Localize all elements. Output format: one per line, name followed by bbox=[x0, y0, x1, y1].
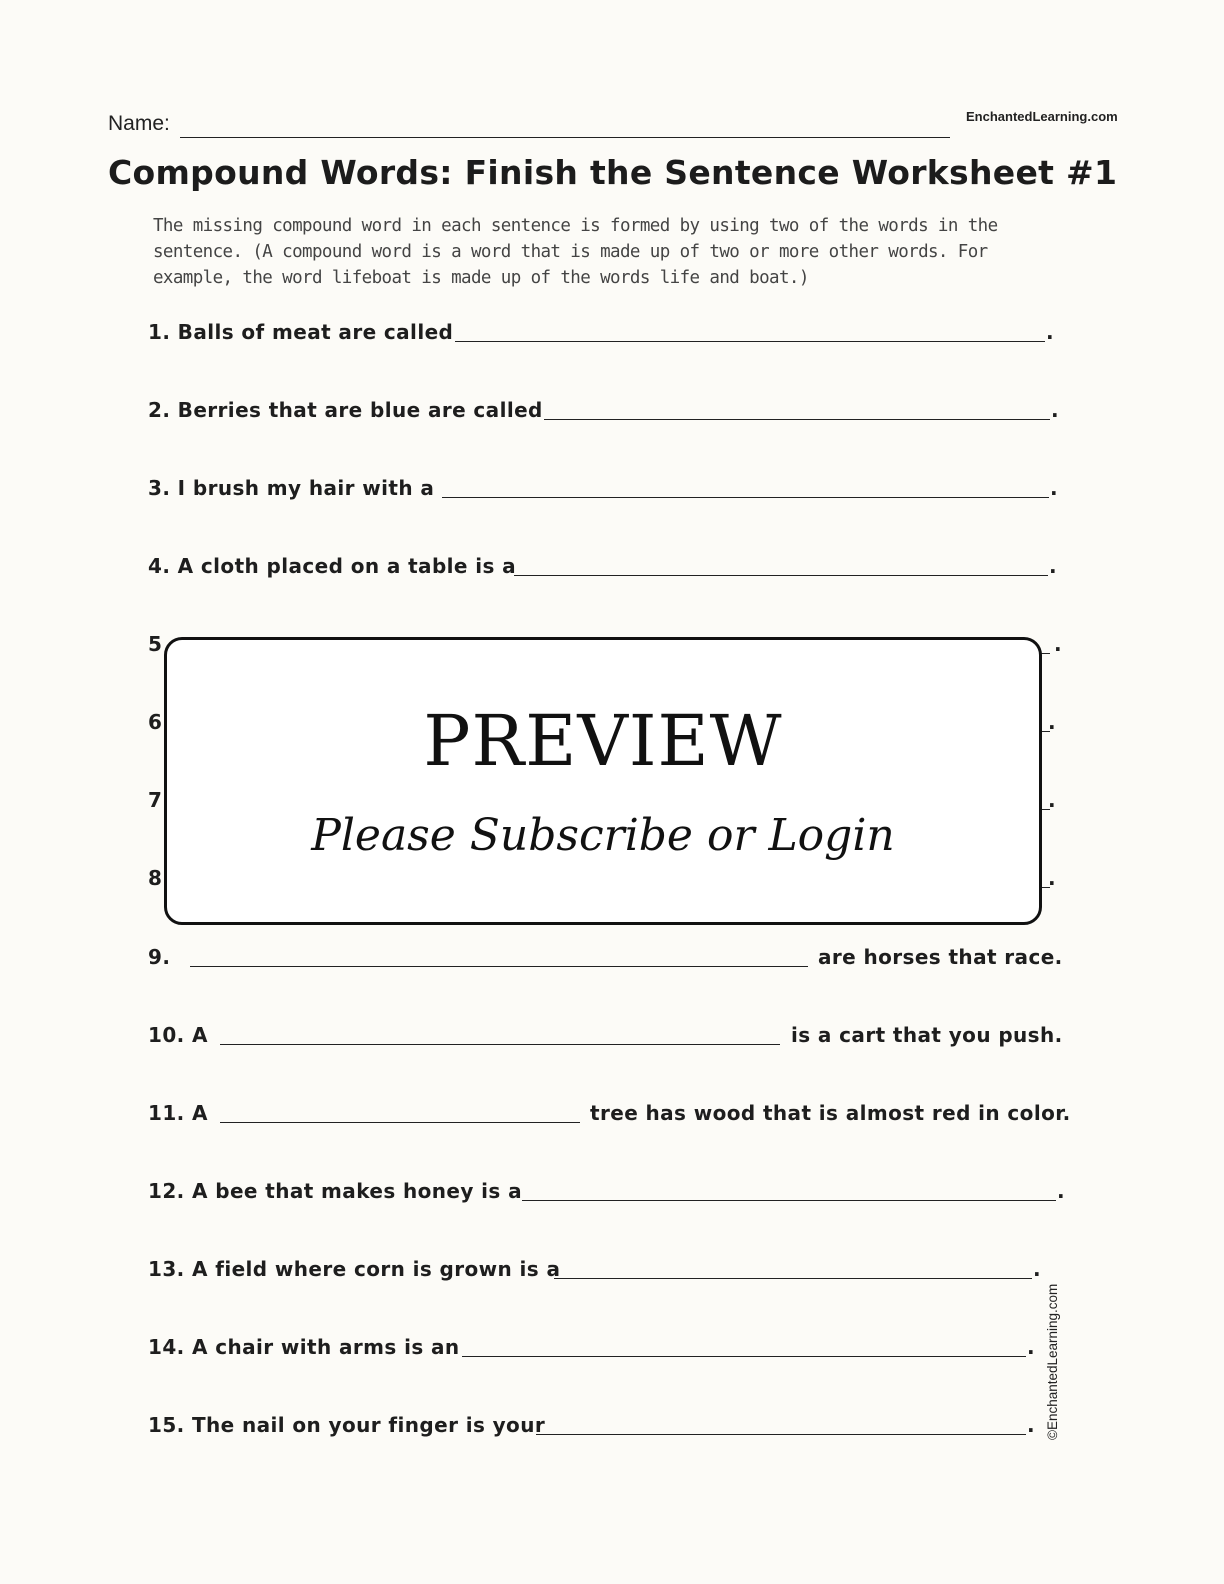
question-14-text: 14. A chair with arms is an bbox=[148, 1335, 460, 1359]
subscribe-login-prompt[interactable]: Please Subscribe or Login bbox=[311, 810, 895, 861]
question-10-end: is a cart that you push. bbox=[791, 1023, 1063, 1047]
question-8-text: 8 bbox=[148, 866, 163, 890]
preview-overlay[interactable] bbox=[164, 637, 1042, 925]
question-12-blank bbox=[522, 1200, 1056, 1201]
question-6-text: 6 bbox=[148, 710, 163, 734]
question-13-blank bbox=[554, 1278, 1032, 1279]
question-4 bbox=[148, 551, 1068, 581]
question-1 bbox=[148, 317, 1068, 347]
question-13-text: 13. A field where corn is grown is a bbox=[148, 1257, 561, 1281]
question-4-blank bbox=[514, 575, 1048, 576]
question-11-blank bbox=[220, 1122, 580, 1123]
question-5-end: . bbox=[1054, 632, 1062, 656]
question-11 bbox=[148, 1098, 1071, 1128]
question-3-blank bbox=[442, 497, 1049, 498]
question-3-text: 3. I brush my hair with a bbox=[148, 476, 435, 500]
question-10-blank bbox=[220, 1044, 780, 1045]
question-12-text: 12. A bee that makes honey is a bbox=[148, 1179, 522, 1203]
question-9-text: 9. bbox=[148, 945, 171, 969]
question-15-text: 15. The nail on your finger is your bbox=[148, 1413, 546, 1437]
question-2-end: . bbox=[1051, 398, 1059, 422]
question-12-end: . bbox=[1057, 1179, 1065, 1203]
question-9 bbox=[148, 942, 1068, 972]
worksheet-title: Compound Words: Finish the Sentence Worksheet #1 bbox=[108, 153, 1118, 192]
question-14 bbox=[148, 1332, 1068, 1362]
question-15-end: . bbox=[1027, 1413, 1035, 1437]
question-4-text: 4. A cloth placed on a table is a bbox=[148, 554, 517, 578]
question-15-blank bbox=[536, 1434, 1026, 1435]
question-10-text: 10. A bbox=[148, 1023, 208, 1047]
question-14-end: . bbox=[1027, 1335, 1035, 1359]
name-row bbox=[108, 108, 948, 140]
question-1-text: 1. Balls of meat are called bbox=[148, 320, 454, 344]
instructions-text: The missing compound word in each sentence is formed by using two of the words in the sentence. (A compound word is a word that is made up of two or more other words. For example, the word lifeboat is made up of the words life and boat.) bbox=[153, 216, 998, 288]
question-9-blank bbox=[190, 966, 808, 967]
question-13-end: . bbox=[1033, 1257, 1041, 1281]
question-9-end: are horses that race. bbox=[818, 945, 1063, 969]
name-label: Name: bbox=[108, 112, 170, 135]
question-2-text: 2. Berries that are blue are called bbox=[148, 398, 543, 422]
name-blank-line bbox=[180, 137, 950, 138]
question-7-text: 7 bbox=[148, 788, 163, 812]
question-7-end: . bbox=[1048, 788, 1056, 812]
question-4-end: . bbox=[1049, 554, 1057, 578]
question-12 bbox=[148, 1176, 1068, 1206]
copyright-vertical: ©EnchantedLearning.com bbox=[1045, 1283, 1060, 1440]
question-8-end: . bbox=[1048, 866, 1056, 890]
question-11-text: 11. A bbox=[148, 1101, 208, 1125]
question-10 bbox=[148, 1020, 1068, 1050]
site-logo-text: EnchantedLearning.com bbox=[966, 109, 1118, 124]
question-5-text: 5 bbox=[148, 632, 163, 656]
question-11-end: tree has wood that is almost red in color. bbox=[590, 1101, 1071, 1125]
question-3-end: . bbox=[1050, 476, 1058, 500]
question-15 bbox=[148, 1410, 1068, 1440]
question-14-blank bbox=[462, 1356, 1026, 1357]
preview-heading: PREVIEW bbox=[423, 700, 783, 782]
question-2 bbox=[148, 395, 1068, 425]
question-13 bbox=[148, 1254, 1068, 1284]
question-3 bbox=[148, 473, 1068, 503]
question-2-blank bbox=[544, 419, 1050, 420]
question-1-blank bbox=[455, 341, 1045, 342]
question-1-end: . bbox=[1046, 320, 1054, 344]
question-6-end: . bbox=[1048, 710, 1056, 734]
